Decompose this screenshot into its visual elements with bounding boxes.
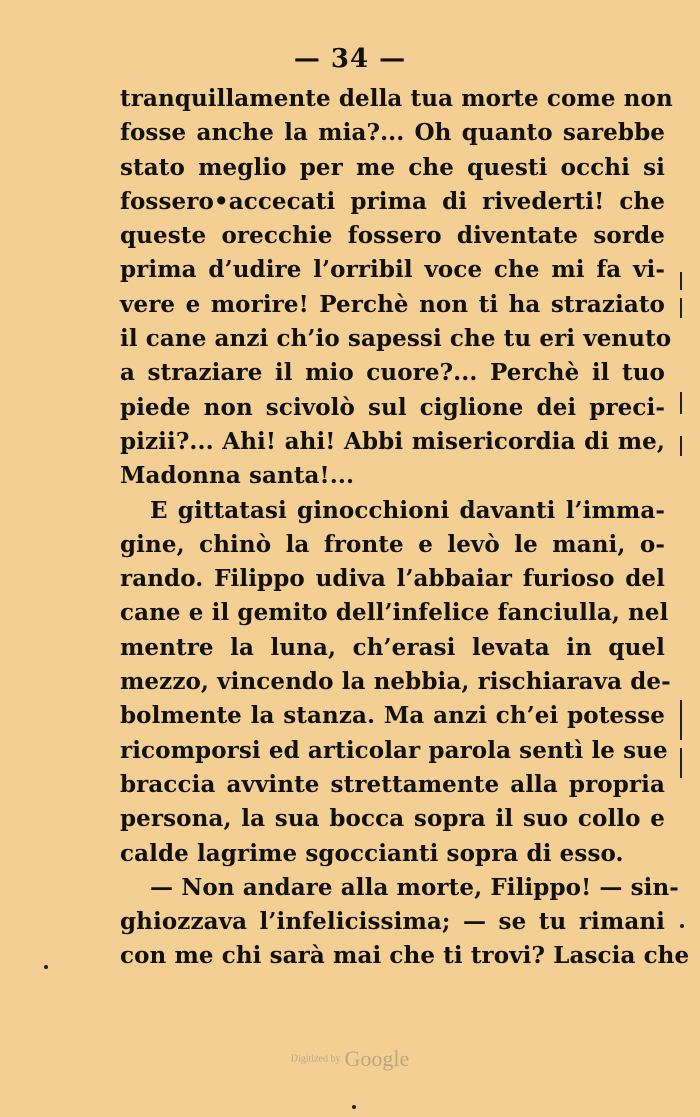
text-line: mentre la luna, ch’erasi levata in quel bbox=[120, 633, 665, 661]
text-line: ghiozzava l’infelicissima; — se tu rimani bbox=[120, 908, 665, 936]
scan-dot bbox=[44, 965, 48, 969]
text-line: calde lagrime sgoccianti sopra di esso. bbox=[120, 839, 624, 867]
text-line: braccia avvinte strettamente alla propria bbox=[120, 770, 665, 798]
page-number: — 34 — bbox=[293, 44, 407, 74]
scan-mark bbox=[680, 298, 682, 318]
text-line: stato meglio per me che questi occhi si bbox=[120, 153, 665, 181]
google-digitized-watermark bbox=[0, 1046, 700, 1072]
text-line: vere e morire! Perchè non ti ha straziato bbox=[120, 290, 665, 318]
text-line: mezzo, vincendo la nebbia, rischiarava de- bbox=[120, 668, 671, 696]
text-line: Madonna santa!... bbox=[120, 462, 355, 490]
text-line: fosse anche la mia?... Oh quanto sarebbe bbox=[120, 119, 665, 147]
text-line: cane e il gemito dell’infelice fanciulla, nel bbox=[120, 599, 669, 627]
scan-mark bbox=[680, 392, 682, 414]
text-line: piede non scivolò sul ciglione dei preci- bbox=[120, 393, 665, 421]
scan-mark bbox=[680, 272, 682, 290]
text-line: bolmente la stanza. Ma anzi ch’ei potesse bbox=[120, 702, 665, 730]
text-line: fossero•accecati prima di rivederti! che bbox=[120, 187, 665, 215]
text-line: E gittatasi ginocchioni davanti l’imma- bbox=[150, 496, 665, 524]
text-line: queste orecchie fossero diventate sorde bbox=[120, 222, 665, 250]
scan-mark bbox=[680, 436, 682, 456]
text-line: con me chi sarà mai che ti trovi? Lascia che bbox=[120, 942, 690, 970]
scan-dot bbox=[680, 924, 684, 928]
text-line: pizii?... Ahi! ahi! Abbi misericordia di me, bbox=[120, 427, 665, 455]
text-line: gine, chinò la fronte e levò le mani, o- bbox=[120, 530, 665, 558]
text-line: a straziare il mio cuore?... Perchè il tuo bbox=[120, 359, 665, 387]
text-line: persona, la sua bocca sopra il suo collo e bbox=[120, 805, 665, 833]
scan-dot bbox=[352, 1105, 356, 1109]
text-line: prima d’udire l’orribil voce che mi fa vi- bbox=[120, 256, 665, 284]
scan-mark bbox=[680, 700, 682, 740]
scan-mark bbox=[680, 748, 682, 778]
text-line: il cane anzi ch’io sapessi che tu eri venuto bbox=[120, 325, 672, 353]
body-text bbox=[120, 82, 690, 974]
text-line: tranquillamente della tua morte come non bbox=[120, 85, 673, 112]
text-line: ricomporsi ed articolar parola sentì le sue bbox=[120, 736, 668, 764]
google-logo: Google bbox=[344, 1046, 410, 1071]
text-line: rando. Filippo udiva l’abbaiar furioso del bbox=[120, 565, 665, 593]
text-line: — Non andare alla morte, Filippo! — sin- bbox=[150, 873, 679, 901]
digitized-label: Digitized by bbox=[290, 1053, 341, 1065]
